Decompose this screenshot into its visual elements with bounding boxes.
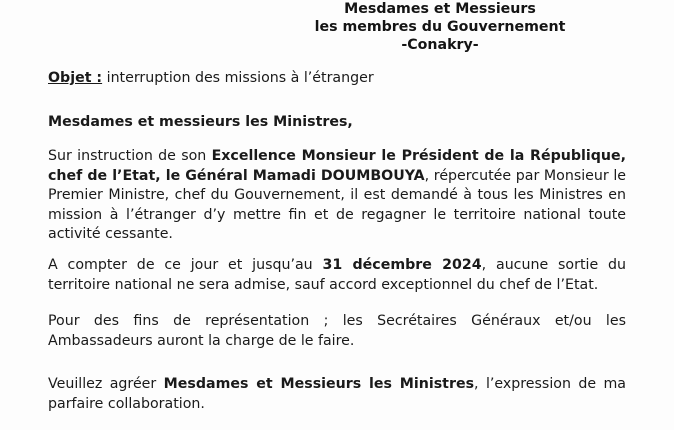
paragraph-text: , l’expression de ma parfaire collaboration.	[48, 376, 627, 412]
paragraph-closing	[48, 375, 626, 414]
salutation: Mesdames et messieurs les Ministres,	[48, 114, 353, 130]
paragraph-representation	[48, 312, 626, 351]
addressee-block	[290, 0, 590, 54]
addressee-line: les membres du Gouvernement	[314, 19, 566, 35]
paragraph-instruction	[48, 147, 626, 245]
addressee-city: -Conakry-	[401, 37, 479, 53]
paragraph-text: Sur instruction de son	[48, 148, 212, 164]
paragraph-text: A compter de ce jour et jusqu’au	[48, 257, 323, 273]
subject-line	[48, 69, 374, 87]
paragraph-bold-date: 31 décembre 2024	[322, 257, 482, 273]
addressee-line: Mesdames et Messieurs	[344, 1, 536, 17]
paragraph-text: Veuillez agréer	[48, 376, 164, 392]
paragraph-deadline	[48, 256, 626, 295]
subject-text: interruption des missions à l’étranger	[106, 70, 374, 86]
paragraph-text: , aucune sortie du territoire national ne sera admise, sauf accord exceptionnel du chef de l’Etat.	[48, 257, 627, 293]
paragraph-bold-text: Excellence Monsieur le Président de la République, chef de l’Etat, le Général Mamadi DOUMBOUYA	[48, 148, 627, 184]
paragraph-bold-text: Mesdames et Messieurs les Ministres	[163, 376, 475, 392]
paragraph-text: Pour des fins de représentation ; les Secrétaires Généraux et/ou les Ambassadeurs auront la charge de le faire.	[48, 313, 626, 349]
paragraph-text: , répercutée par Monsieur le Premier Ministre, chef du Gouvernement, il est demandé à tous les Ministres en mission à l’étranger d’y mettre fin et de regagner le territoire national toute activité cessante.	[48, 167, 627, 242]
subject-label: Objet :	[48, 70, 103, 86]
